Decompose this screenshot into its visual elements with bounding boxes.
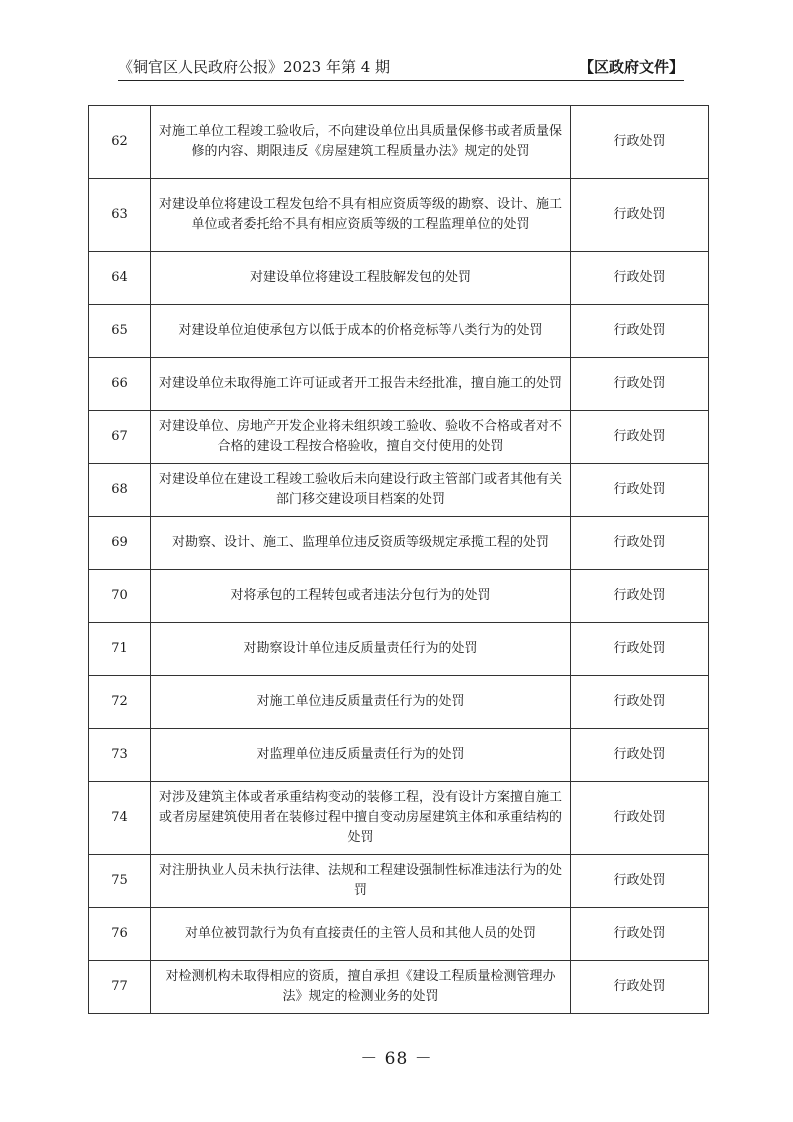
row-number: 68 bbox=[89, 464, 151, 517]
row-number: 66 bbox=[89, 358, 151, 411]
row-type: 行政处罚 bbox=[571, 305, 709, 358]
table-row bbox=[89, 961, 709, 1014]
row-item: 对建设单位迫使承包方以低于成本的价格竞标等八类行为的处罚 bbox=[151, 305, 571, 358]
row-number: 77 bbox=[89, 961, 151, 1014]
row-number: 63 bbox=[89, 179, 151, 252]
table-row bbox=[89, 782, 709, 855]
row-item: 对建设单位、房地产开发企业将未组织竣工验收、验收不合格或者对不合格的建设工程按合格验收，擅自交付使用的处罚 bbox=[151, 411, 571, 464]
row-item: 对勘察设计单位违反质量责任行为的处罚 bbox=[151, 623, 571, 676]
row-type: 行政处罚 bbox=[571, 358, 709, 411]
row-number: 73 bbox=[89, 729, 151, 782]
table-row bbox=[89, 464, 709, 517]
row-item: 对施工单位违反质量责任行为的处罚 bbox=[151, 676, 571, 729]
header-rule bbox=[118, 80, 684, 81]
row-item: 对建设单位在建设工程竣工验收后未向建设行政主管部门或者其他有关部门移交建设项目档案的处罚 bbox=[151, 464, 571, 517]
table-row bbox=[89, 411, 709, 464]
row-item: 对建设单位将建设工程发包给不具有相应资质等级的勘察、设计、施工单位或者委托给不具有相应资质等级的工程监理单位的处罚 bbox=[151, 179, 571, 252]
row-item: 对监理单位违反质量责任行为的处罚 bbox=[151, 729, 571, 782]
table-row bbox=[89, 855, 709, 908]
row-type: 行政处罚 bbox=[571, 855, 709, 908]
row-number: 74 bbox=[89, 782, 151, 855]
row-type: 行政处罚 bbox=[571, 729, 709, 782]
page-number: － 68 － bbox=[360, 1049, 433, 1069]
row-item: 对检测机构未取得相应的资质，擅自承担《建设工程质量检测管理办法》规定的检测业务的处罚 bbox=[151, 961, 571, 1014]
row-item: 对勘察、设计、施工、监理单位违反资质等级规定承揽工程的处罚 bbox=[151, 517, 571, 570]
row-type: 行政处罚 bbox=[571, 961, 709, 1014]
row-number: 62 bbox=[89, 106, 151, 179]
row-type: 行政处罚 bbox=[571, 517, 709, 570]
table-row bbox=[89, 106, 709, 179]
row-type: 行政处罚 bbox=[571, 623, 709, 676]
row-number: 72 bbox=[89, 676, 151, 729]
row-item: 对建设单位未取得施工许可证或者开工报告未经批准，擅自施工的处罚 bbox=[151, 358, 571, 411]
row-type: 行政处罚 bbox=[571, 179, 709, 252]
table-row bbox=[89, 252, 709, 305]
row-item: 对注册执业人员未执行法律、法规和工程建设强制性标准违法行为的处罚 bbox=[151, 855, 571, 908]
row-number: 69 bbox=[89, 517, 151, 570]
row-type: 行政处罚 bbox=[571, 464, 709, 517]
row-number: 71 bbox=[89, 623, 151, 676]
table-row bbox=[89, 908, 709, 961]
row-type: 行政处罚 bbox=[571, 782, 709, 855]
table-row bbox=[89, 517, 709, 570]
row-number: 67 bbox=[89, 411, 151, 464]
gazette-title: 《铜官区人民政府公报》2023 年第 4 期 bbox=[118, 58, 391, 76]
row-type: 行政处罚 bbox=[571, 908, 709, 961]
row-number: 64 bbox=[89, 252, 151, 305]
table-row bbox=[89, 676, 709, 729]
row-type: 行政处罚 bbox=[571, 252, 709, 305]
row-number: 70 bbox=[89, 570, 151, 623]
running-header bbox=[118, 52, 684, 82]
table-row bbox=[89, 729, 709, 782]
row-number: 65 bbox=[89, 305, 151, 358]
row-type: 行政处罚 bbox=[571, 411, 709, 464]
row-number: 76 bbox=[89, 908, 151, 961]
table-row bbox=[89, 358, 709, 411]
table-row bbox=[89, 570, 709, 623]
row-number: 75 bbox=[89, 855, 151, 908]
row-item: 对涉及建筑主体或者承重结构变动的装修工程，没有设计方案擅自施工或者房屋建筑使用者在装修过程中擅自变动房屋建筑主体和承重结构的处罚 bbox=[151, 782, 571, 855]
row-item: 对单位被罚款行为负有直接责任的主管人员和其他人员的处罚 bbox=[151, 908, 571, 961]
row-type: 行政处罚 bbox=[571, 676, 709, 729]
row-item: 对将承包的工程转包或者违法分包行为的处罚 bbox=[151, 570, 571, 623]
row-item: 对建设单位将建设工程肢解发包的处罚 bbox=[151, 252, 571, 305]
table-row bbox=[89, 179, 709, 252]
row-type: 行政处罚 bbox=[571, 570, 709, 623]
table-row bbox=[89, 623, 709, 676]
penalty-items-table bbox=[88, 105, 709, 1014]
table-row bbox=[89, 305, 709, 358]
section-label: 【区政府文件】 bbox=[578, 58, 684, 76]
row-type: 行政处罚 bbox=[571, 106, 709, 179]
row-item: 对施工单位工程竣工验收后，不向建设单位出具质量保修书或者质量保修的内容、期限违反《房屋建筑工程质量办法》规定的处罚 bbox=[151, 106, 571, 179]
